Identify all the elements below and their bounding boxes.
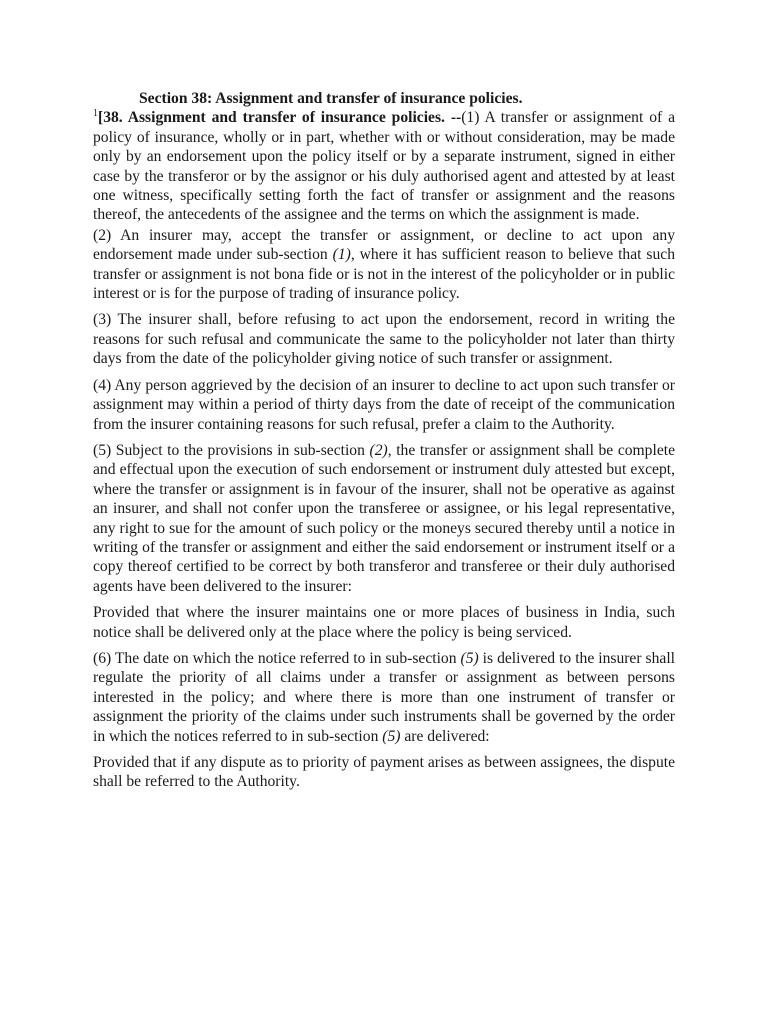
- subsection-4: (4) Any person aggrieved by the decision of an insurer to decline to act upon such transfer or assignment may within a period of thirty days from the date of receipt of the communication from the insurer containing reasons for such refusal, prefer a claim to the Authority.: [93, 376, 675, 433]
- subsection-1: [93, 108, 675, 224]
- subsection-6-text-a: (6) The date on which the notice referred to in sub-section: [93, 649, 461, 667]
- footnote-marker: 1: [93, 108, 98, 120]
- subsection-6-ref-1: (5): [460, 649, 479, 667]
- subsection-5-text-a: (5) Subject to the provisions in sub-section: [93, 441, 370, 459]
- subsection-1-lead: [38. Assignment and transfer of insurance policies. --: [98, 109, 462, 127]
- subsection-2-text-a: (2) An insurer may, accept the transfer or assignment, or decline to act upon any endorsement made under sub-section: [93, 226, 675, 264]
- subsection-6-text-c: are delivered:: [400, 727, 490, 745]
- proviso-6: Provided that if any dispute as to priority of payment arises as between assignees, the dispute shall be referred to the Authority.: [93, 754, 675, 791]
- subsection-6: [93, 649, 675, 746]
- proviso-5: Provided that where the insurer maintains one or more places of business in India, such notice shall be delivered only at the place where the policy is being serviced.: [93, 604, 675, 641]
- section-heading: Section 38: Assignment and transfer of insurance policies.: [139, 90, 523, 107]
- subsection-1-text: (1) A transfer or assignment of a policy of insurance, wholly or in part, whether with or without consideration, may be made only by an endorsement upon the policy itself or by a separate instrument, signed in either case by the transferor or by the assignor or his duly authorised agent and attested by at least one witness, specifically setting forth the fact of transfer or assignment and the reasons thereof, the antecedents of the assignee and the terms on which the assignment is made.: [93, 109, 675, 224]
- subsection-5: [93, 441, 675, 596]
- subsection-2: [93, 226, 675, 304]
- subsection-5-text-b: , the transfer or assignment shall be complete and effectual upon the execution of such endorsement or instrument duly attested but except, where the transfer or assignment is in favour of the insurer, shall not be operative as against an insurer, and shall not confer upon the transferee or assignee, or his legal representative, any right to sue for the amount of such policy or the moneys secured thereby until a notice in writing of the transfer or assignment and either the said endorsement or instrument itself or a copy thereof certified to be correct by both transferor and transferee or their duly authorised agents have been delivered to the insurer:: [93, 441, 675, 595]
- document-body: [93, 89, 675, 799]
- subsection-5-ref: (2): [369, 441, 388, 459]
- subsection-6-ref-2: (5): [382, 727, 401, 745]
- subsection-6-text-b: is delivered to the insurer shall regulate the priority of all claims under a transfer or assignment as between persons interested in the policy; and where there is more than one instrument of transfer or assignment the priority of the claims under such instruments shall be governed by the order in which the notices referred to in sub-section: [93, 649, 675, 745]
- subsection-2-ref: (1): [332, 246, 351, 264]
- subsection-3: (3) The insurer shall, before refusing to act upon the endorsement, record in writing the reasons for such refusal and communicate the same to the policyholder not later than thirty days from the date of the policyholder giving notice of such transfer or assignment.: [93, 311, 675, 368]
- subsection-2-text-b: , where it has sufficient reason to believe that such transfer or assignment is not bona fide or is not in the interest of the policyholder or in public interest or is for the purpose of trading of insurance policy.: [93, 246, 675, 303]
